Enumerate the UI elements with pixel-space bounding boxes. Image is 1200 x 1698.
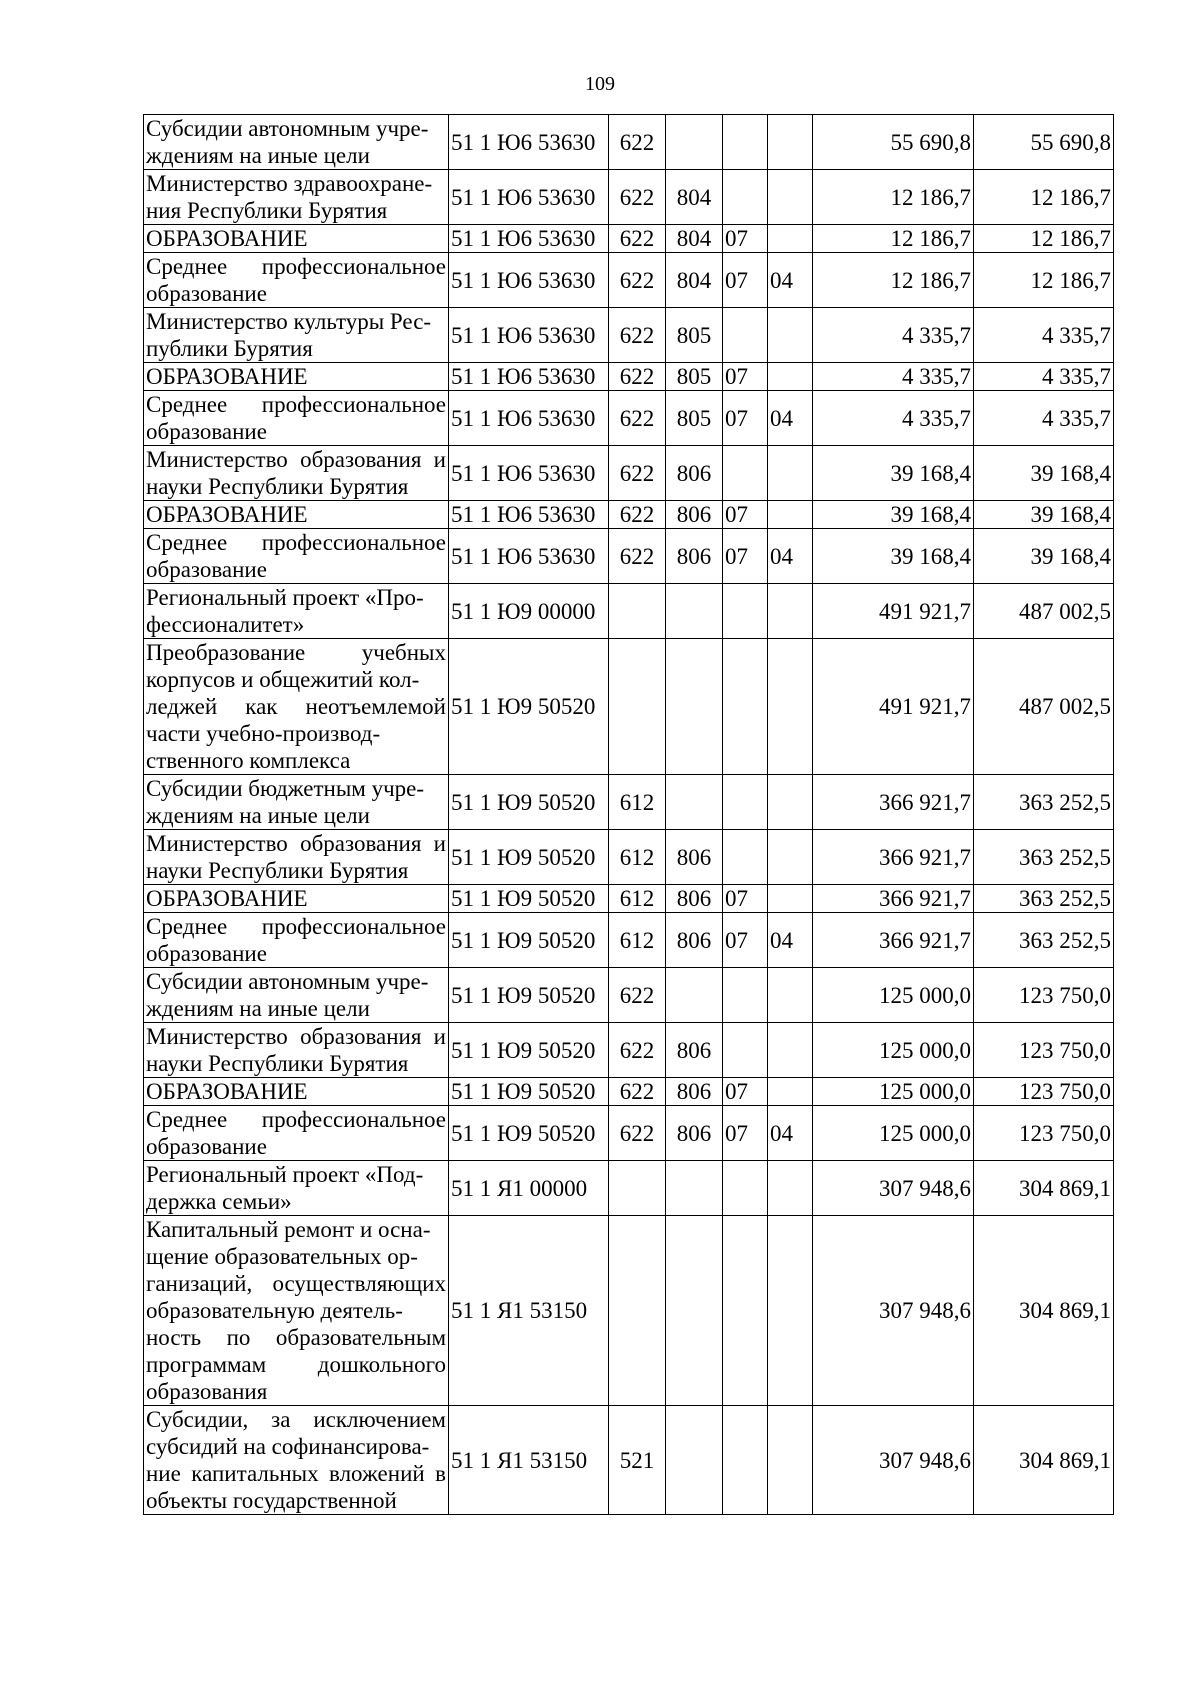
amount-year1-cell: 12 186,7 [813, 170, 974, 225]
item-name-cell: Министерство образования и науки Республики Бурятия [144, 830, 449, 885]
amount-year1-cell: 39 168,4 [813, 446, 974, 501]
expense-type-cell: 622 [609, 1023, 666, 1078]
table-row [144, 968, 1114, 1023]
amount-year1-cell: 39 168,4 [813, 529, 974, 584]
subsection-cell [768, 446, 813, 501]
ministry-code-cell: 805 [666, 391, 723, 446]
ministry-code-cell: 806 [666, 830, 723, 885]
table-row [144, 501, 1114, 529]
target-article-cell: 51 1 Ю6 53630 [449, 225, 609, 253]
item-name-cell: Министерство образования и науки Республики Бурятия [144, 446, 449, 501]
expense-type-cell: 622 [609, 446, 666, 501]
amount-year1-cell: 307 948,6 [813, 1161, 974, 1216]
section-cell [723, 1023, 768, 1078]
target-article-cell: 51 1 Ю9 50520 [449, 1023, 609, 1078]
subsection-cell [768, 885, 813, 913]
section-cell [723, 968, 768, 1023]
expense-type-cell: 622 [609, 225, 666, 253]
expense-type-cell: 612 [609, 913, 666, 968]
section-cell: 07 [723, 1078, 768, 1106]
ministry-code-cell: 806 [666, 529, 723, 584]
amount-year2-cell: 55 690,8 [974, 115, 1114, 170]
subsection-cell [768, 363, 813, 391]
ministry-code-cell [666, 584, 723, 639]
subsection-cell: 04 [768, 529, 813, 584]
item-name-cell: ОБРАЗОВАНИЕ [144, 885, 449, 913]
expense-type-cell: 622 [609, 308, 666, 363]
item-name-cell: Преобразование учебных корпусов и общежитий кол- леджей как неотъемлемой части учебно-производ- ственного комплекса [144, 639, 449, 775]
table-body [144, 115, 1114, 1515]
section-cell [723, 584, 768, 639]
table-row [144, 391, 1114, 446]
amount-year2-cell: 12 186,7 [974, 170, 1114, 225]
amount-year1-cell: 125 000,0 [813, 1078, 974, 1106]
item-name-cell: Среднее профессиональное образование [144, 529, 449, 584]
table-row [144, 529, 1114, 584]
table-row [144, 170, 1114, 225]
item-name-cell: ОБРАЗОВАНИЕ [144, 363, 449, 391]
table-row [144, 1161, 1114, 1216]
subsection-cell [768, 1406, 813, 1515]
ministry-code-cell: 805 [666, 308, 723, 363]
expense-type-cell: 622 [609, 115, 666, 170]
expense-type-cell: 622 [609, 170, 666, 225]
expense-type-cell: 622 [609, 529, 666, 584]
amount-year1-cell: 491 921,7 [813, 584, 974, 639]
subsection-cell [768, 1161, 813, 1216]
subsection-cell [768, 1078, 813, 1106]
table-row [144, 363, 1114, 391]
item-name-cell: Субсидии автономным учре- ждениям на иные цели [144, 968, 449, 1023]
target-article-cell: 51 1 Ю6 53630 [449, 363, 609, 391]
ministry-code-cell: 804 [666, 225, 723, 253]
item-name-cell: Среднее профессиональное образование [144, 913, 449, 968]
item-name-cell: Министерство культуры Рес- публики Бурятия [144, 308, 449, 363]
expense-type-cell: 622 [609, 391, 666, 446]
table-row [144, 1023, 1114, 1078]
section-cell: 07 [723, 1106, 768, 1161]
amount-year1-cell: 307 948,6 [813, 1406, 974, 1515]
ministry-code-cell: 806 [666, 1023, 723, 1078]
amount-year2-cell: 39 168,4 [974, 501, 1114, 529]
ministry-code-cell: 805 [666, 363, 723, 391]
ministry-code-cell: 806 [666, 1106, 723, 1161]
subsection-cell [768, 170, 813, 225]
section-cell: 07 [723, 363, 768, 391]
section-cell [723, 775, 768, 830]
target-article-cell: 51 1 Ю9 00000 [449, 584, 609, 639]
target-article-cell: 51 1 Ю6 53630 [449, 501, 609, 529]
subsection-cell: 04 [768, 1106, 813, 1161]
amount-year1-cell: 366 921,7 [813, 885, 974, 913]
amount-year1-cell: 491 921,7 [813, 639, 974, 775]
ministry-code-cell [666, 775, 723, 830]
section-cell: 07 [723, 913, 768, 968]
ministry-code-cell: 806 [666, 885, 723, 913]
item-name-cell: Капитальный ремонт и осна- щение образовательных ор- ганизаций, осуществляющих образовательную деятель- ность по образовательным программам дошкольного образования [144, 1216, 449, 1406]
table-row [144, 1106, 1114, 1161]
section-cell [723, 639, 768, 775]
expense-type-cell: 622 [609, 501, 666, 529]
section-cell [723, 1216, 768, 1406]
amount-year2-cell: 363 252,5 [974, 830, 1114, 885]
amount-year2-cell: 39 168,4 [974, 529, 1114, 584]
section-cell [723, 1161, 768, 1216]
item-name-cell: Среднее профессиональное образование [144, 391, 449, 446]
amount-year1-cell: 366 921,7 [813, 913, 974, 968]
target-article-cell: 51 1 Ю6 53630 [449, 170, 609, 225]
item-name-cell: Среднее профессиональное образование [144, 1106, 449, 1161]
amount-year2-cell: 39 168,4 [974, 446, 1114, 501]
page-number: 109 [585, 73, 615, 95]
expense-type-cell: 622 [609, 968, 666, 1023]
ministry-code-cell: 806 [666, 1078, 723, 1106]
amount-year2-cell: 487 002,5 [974, 584, 1114, 639]
target-article-cell: 51 1 Я1 00000 [449, 1161, 609, 1216]
amount-year2-cell: 304 869,1 [974, 1406, 1114, 1515]
subsection-cell [768, 775, 813, 830]
section-cell [723, 115, 768, 170]
ministry-code-cell [666, 1216, 723, 1406]
amount-year1-cell: 125 000,0 [813, 1023, 974, 1078]
amount-year1-cell: 55 690,8 [813, 115, 974, 170]
amount-year2-cell: 4 335,7 [974, 308, 1114, 363]
ministry-code-cell [666, 1161, 723, 1216]
amount-year1-cell: 12 186,7 [813, 253, 974, 308]
target-article-cell: 51 1 Ю9 50520 [449, 913, 609, 968]
amount-year1-cell: 307 948,6 [813, 1216, 974, 1406]
ministry-code-cell: 804 [666, 170, 723, 225]
section-cell: 07 [723, 225, 768, 253]
table-row [144, 115, 1114, 170]
item-name-cell: Региональный проект «Про- фессионалитет» [144, 584, 449, 639]
subsection-cell [768, 308, 813, 363]
table-row [144, 885, 1114, 913]
expense-type-cell: 612 [609, 885, 666, 913]
subsection-cell: 04 [768, 391, 813, 446]
target-article-cell: 51 1 Ю9 50520 [449, 1106, 609, 1161]
amount-year2-cell: 12 186,7 [974, 253, 1114, 308]
section-cell: 07 [723, 529, 768, 584]
subsection-cell [768, 225, 813, 253]
ministry-code-cell: 806 [666, 913, 723, 968]
item-name-cell: Региональный проект «Под- держка семьи» [144, 1161, 449, 1216]
item-name-cell: Субсидии, за исключением субсидий на софинансирова- ние капитальных вложений в объекты государственной [144, 1406, 449, 1515]
table-row [144, 639, 1114, 775]
item-name-cell: ОБРАЗОВАНИЕ [144, 501, 449, 529]
target-article-cell: 51 1 Ю9 50520 [449, 639, 609, 775]
ministry-code-cell: 804 [666, 253, 723, 308]
table-row [144, 308, 1114, 363]
target-article-cell: 51 1 Ю6 53630 [449, 308, 609, 363]
amount-year2-cell: 123 750,0 [974, 1023, 1114, 1078]
target-article-cell: 51 1 Ю6 53630 [449, 115, 609, 170]
ministry-code-cell: 806 [666, 501, 723, 529]
expense-type-cell: 622 [609, 1106, 666, 1161]
amount-year1-cell: 4 335,7 [813, 308, 974, 363]
ministry-code-cell: 806 [666, 446, 723, 501]
amount-year2-cell: 4 335,7 [974, 391, 1114, 446]
target-article-cell: 51 1 Ю9 50520 [449, 1078, 609, 1106]
amount-year1-cell: 12 186,7 [813, 225, 974, 253]
amount-year1-cell: 125 000,0 [813, 968, 974, 1023]
ministry-code-cell [666, 1406, 723, 1515]
item-name-cell: Субсидии бюджетным учре- ждениям на иные цели [144, 775, 449, 830]
amount-year2-cell: 12 186,7 [974, 225, 1114, 253]
expense-type-cell: 521 [609, 1406, 666, 1515]
amount-year1-cell: 4 335,7 [813, 391, 974, 446]
target-article-cell: 51 1 Я1 53150 [449, 1406, 609, 1515]
item-name-cell: ОБРАЗОВАНИЕ [144, 1078, 449, 1106]
expense-type-cell: 612 [609, 830, 666, 885]
table-row [144, 775, 1114, 830]
section-cell: 07 [723, 885, 768, 913]
subsection-cell [768, 115, 813, 170]
section-cell [723, 1406, 768, 1515]
amount-year2-cell: 304 869,1 [974, 1161, 1114, 1216]
subsection-cell [768, 1216, 813, 1406]
item-name-cell: Среднее профессиональное образование [144, 253, 449, 308]
target-article-cell: 51 1 Ю6 53630 [449, 253, 609, 308]
expense-type-cell [609, 584, 666, 639]
amount-year2-cell: 123 750,0 [974, 1106, 1114, 1161]
item-name-cell: Министерство образования и науки Республики Бурятия [144, 1023, 449, 1078]
subsection-cell [768, 1023, 813, 1078]
expense-type-cell: 622 [609, 1078, 666, 1106]
subsection-cell [768, 639, 813, 775]
target-article-cell: 51 1 Ю9 50520 [449, 830, 609, 885]
table-row [144, 830, 1114, 885]
subsection-cell [768, 584, 813, 639]
table-row [144, 913, 1114, 968]
subsection-cell [768, 968, 813, 1023]
amount-year1-cell: 366 921,7 [813, 775, 974, 830]
amount-year2-cell: 4 335,7 [974, 363, 1114, 391]
section-cell: 07 [723, 391, 768, 446]
section-cell [723, 830, 768, 885]
section-cell [723, 308, 768, 363]
amount-year2-cell: 123 750,0 [974, 1078, 1114, 1106]
target-article-cell: 51 1 Ю9 50520 [449, 968, 609, 1023]
amount-year2-cell: 363 252,5 [974, 775, 1114, 830]
ministry-code-cell [666, 115, 723, 170]
target-article-cell: 51 1 Я1 53150 [449, 1216, 609, 1406]
table-row [144, 1078, 1114, 1106]
table-row [144, 253, 1114, 308]
section-cell: 07 [723, 501, 768, 529]
expense-type-cell: 612 [609, 775, 666, 830]
amount-year1-cell: 39 168,4 [813, 501, 974, 529]
amount-year2-cell: 363 252,5 [974, 913, 1114, 968]
target-article-cell: 51 1 Ю6 53630 [449, 391, 609, 446]
amount-year2-cell: 487 002,5 [974, 639, 1114, 775]
ministry-code-cell [666, 639, 723, 775]
subsection-cell [768, 501, 813, 529]
section-cell: 07 [723, 253, 768, 308]
item-name-cell: Министерство здравоохране- ния Республики Бурятия [144, 170, 449, 225]
budget-table [143, 114, 1114, 1515]
table-row [144, 1216, 1114, 1406]
table-row [144, 446, 1114, 501]
table-row [144, 584, 1114, 639]
section-cell [723, 170, 768, 225]
amount-year2-cell: 123 750,0 [974, 968, 1114, 1023]
expense-type-cell: 622 [609, 363, 666, 391]
target-article-cell: 51 1 Ю6 53630 [449, 446, 609, 501]
expense-type-cell [609, 639, 666, 775]
table-row [144, 225, 1114, 253]
target-article-cell: 51 1 Ю9 50520 [449, 885, 609, 913]
target-article-cell: 51 1 Ю6 53630 [449, 529, 609, 584]
amount-year1-cell: 4 335,7 [813, 363, 974, 391]
table-row [144, 1406, 1114, 1515]
amount-year2-cell: 304 869,1 [974, 1216, 1114, 1406]
expense-type-cell [609, 1161, 666, 1216]
ministry-code-cell [666, 968, 723, 1023]
amount-year1-cell: 366 921,7 [813, 830, 974, 885]
amount-year1-cell: 125 000,0 [813, 1106, 974, 1161]
subsection-cell: 04 [768, 253, 813, 308]
section-cell [723, 446, 768, 501]
expense-type-cell: 622 [609, 253, 666, 308]
subsection-cell [768, 830, 813, 885]
item-name-cell: Субсидии автономным учре- ждениям на иные цели [144, 115, 449, 170]
subsection-cell: 04 [768, 913, 813, 968]
expense-type-cell [609, 1216, 666, 1406]
target-article-cell: 51 1 Ю9 50520 [449, 775, 609, 830]
item-name-cell: ОБРАЗОВАНИЕ [144, 225, 449, 253]
amount-year2-cell: 363 252,5 [974, 885, 1114, 913]
